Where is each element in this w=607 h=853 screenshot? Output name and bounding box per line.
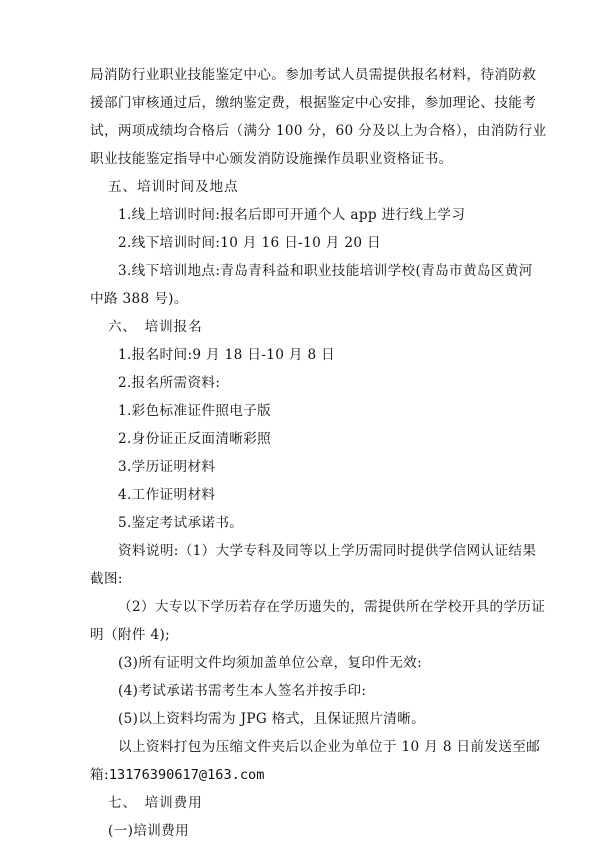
note-line: 截图: — [90, 571, 123, 587]
section-5-title: 五、培训时间及地点 — [108, 179, 239, 195]
list-item: 1.报名时间:9 月 18 日-10 月 8 日 — [118, 347, 336, 363]
paragraph-line: 局消防行业职业技能鉴定中心。参加考试人员需提供报名材料，待消防救 — [90, 67, 537, 83]
note-line: （2）大专以下学历若存在学历遗失的，需提供所在学校开具的学历证 — [118, 599, 546, 615]
email-label: 箱: — [90, 767, 109, 783]
note-line: (3)所有证明文件均须加盖单位公章，复印件无效: — [118, 655, 423, 671]
list-item: 4.工作证明材料 — [118, 487, 216, 503]
list-item: 5.鉴定考试承诺书。 — [118, 515, 244, 531]
list-item: 2.身份证正反面清晰彩照 — [118, 431, 272, 447]
list-item-continued: 中路 388 号)。 — [90, 291, 188, 307]
list-item: 2.线下培训时间:10 月 16 日-10 月 20 日 — [118, 235, 381, 251]
note-line: (4)考试承诺书需考生本人签名并按手印: — [118, 683, 367, 699]
paragraph-line: 试，两项成绩均合格后（满分 100 分，60 分及以上为合格），由消防行业 — [90, 123, 547, 139]
list-item: 3.学历证明材料 — [118, 459, 216, 475]
list-item: 2.报名所需资料: — [118, 375, 221, 391]
note-line: (5)以上资料均需为 JPG 格式，且保证照片清晰。 — [118, 711, 426, 727]
submit-email-line — [90, 765, 530, 785]
submit-line: 以上资料打包为压缩文件夹后以企业为单位于 10 月 8 日前发送至邮 — [118, 739, 541, 755]
paragraph-line: 职业技能鉴定指导中心颁发消防设施操作员职业资格证书。 — [90, 151, 453, 167]
list-item: 1.彩色标准证件照电子版 — [118, 403, 272, 419]
list-item: 3.线下培训地点:青岛青科益和职业技能培训学校(青岛市黄岛区黄河 — [118, 263, 533, 279]
email-address: 13176390617@163.com — [108, 767, 265, 783]
list-item: 1.线上培训时间:报名后即可开通个人 app 进行线上学习 — [118, 207, 466, 223]
subsection-title: (一)培训费用 — [108, 823, 190, 839]
paragraph-line: 援部门审核通过后，缴纳鉴定费，根据鉴定中心安排，参加理论、技能考 — [90, 95, 537, 111]
note-line: 明（附件 4); — [90, 627, 171, 643]
section-7-title: 七、 培训费用 — [108, 795, 203, 811]
note-line: 资料说明:（1）大学专科及同等以上学历需同时提供学信网认证结果 — [118, 543, 537, 559]
section-6-title: 六、 培训报名 — [108, 319, 203, 335]
